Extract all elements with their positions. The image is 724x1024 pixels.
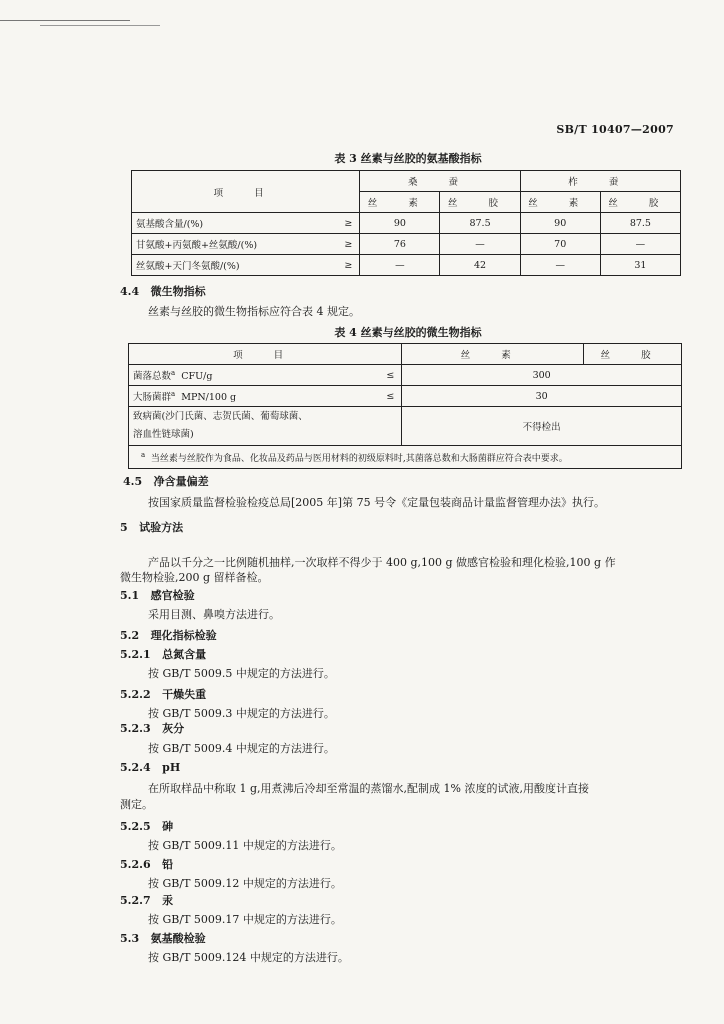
table-note: [129, 446, 682, 469]
label-text: 溶血性链球菌): [133, 429, 194, 440]
le-symbol: ≤: [379, 386, 402, 407]
section-title: 理化指标检验: [150, 629, 217, 642]
cell-value: 70: [520, 234, 600, 255]
section-number: 5.2.3: [120, 722, 151, 735]
row-label: 甘氨酸+丙氨酸+丝氨酸/(%): [132, 234, 338, 255]
cell-value: —: [520, 255, 600, 276]
section-5-2-1-heading: [120, 646, 206, 662]
section-number: 5.2.7: [120, 894, 151, 907]
cell-value: 76: [360, 234, 440, 255]
section-4-5-text: 按国家质量监督检验检疫总局[2005 年]第 75 号令《定量包装商品计量监督管理办法》执行。: [148, 496, 606, 509]
section-5-2-5-text: 按 GB/T 5009.11 中规定的方法进行。: [148, 839, 342, 852]
section-5-2-7-heading: [120, 892, 173, 908]
label-text: 致病菌(沙门氏菌、志贺氏菌、葡萄球菌、: [133, 411, 308, 422]
section-title: 感官检验: [150, 589, 195, 602]
section-title: 试验方法: [139, 521, 184, 534]
section-title: 砷: [162, 820, 174, 833]
section-title: 净含量偏差: [153, 475, 209, 488]
section-title: 微生物指标: [150, 285, 206, 298]
table3-item-header: 项 目: [132, 171, 360, 213]
section-title: 总氮含量: [162, 648, 207, 661]
table-row: [129, 365, 682, 386]
cell-value: 42: [440, 255, 520, 276]
table4: [128, 343, 682, 469]
table4-col1-header: 丝 素: [402, 344, 584, 365]
section-number: 4.4: [120, 285, 140, 298]
section-number: 4.5: [123, 475, 143, 488]
cell-value: 90: [360, 213, 440, 234]
section-number: 5: [120, 521, 128, 534]
label-text: 大肠菌群: [133, 392, 172, 403]
section-title: pH: [162, 761, 181, 774]
table3-group2-header: 柞 蚕: [520, 171, 680, 192]
table-note-row: [129, 446, 682, 469]
section-title: 铅: [162, 858, 174, 871]
table4-item-header: 项 目: [129, 344, 402, 365]
section-title: 灰分: [162, 722, 185, 735]
table3-subheader: 丝 胶: [440, 192, 520, 213]
section-5-2-4-text-line1: 在所取样品中称取 1 g,用煮沸后冷却至常温的蒸馏水,配制成 1% 浓度的试液,用酸度计直接: [148, 782, 589, 795]
scan-artifact-line: [0, 20, 130, 21]
footnote-mark: a: [141, 450, 146, 459]
section-title: 干燥失重: [162, 688, 207, 701]
section-number: 5.2.6: [120, 858, 151, 871]
note-text: 当丝素与丝胶作为食品、化妆品及药品与医用材料的初级原料时,其菌落总数和大肠菌群应符合表中要求。: [150, 453, 568, 464]
section-5-2-1-text: 按 GB/T 5009.5 中规定的方法进行。: [148, 667, 335, 680]
section-4-4-text: 丝素与丝胶的微生物指标应符合表 4 规定。: [148, 305, 360, 318]
ge-symbol: ≥: [337, 255, 360, 276]
section-5-2-7-text: 按 GB/T 5009.17 中规定的方法进行。: [148, 913, 342, 926]
table-row: [129, 386, 682, 407]
le-symbol: ≤: [379, 365, 402, 386]
table3-subheader: 丝 素: [520, 192, 600, 213]
table4-col2-header: 丝 胶: [584, 344, 682, 365]
cell-value: 31: [600, 255, 680, 276]
cell-value: 90: [520, 213, 600, 234]
section-5-paragraph-line2: 微生物检验,200 g 留样备检。: [120, 571, 269, 584]
section-number: 5.2.4: [120, 761, 151, 774]
cell-value: —: [440, 234, 520, 255]
table-row: [132, 213, 681, 234]
section-5-2-6-text: 按 GB/T 5009.12 中规定的方法进行。: [148, 877, 342, 890]
section-5-paragraph-line1: 产品以千分之一比例随机抽样,一次取样不得少于 400 g,100 g 做感官检验和理化检验,100 g 作: [148, 556, 616, 569]
section-5-3-text: 按 GB/T 5009.124 中规定的方法进行。: [148, 951, 349, 964]
section-4-5-heading: [123, 473, 209, 489]
footnote-mark: a: [171, 389, 176, 398]
table3: [131, 170, 681, 276]
table-row: [132, 255, 681, 276]
section-4-4-heading: [120, 283, 206, 299]
scan-artifact-line: [40, 25, 160, 26]
table4-caption: 表 4 丝素与丝胶的微生物指标: [334, 326, 482, 339]
row-label: [129, 386, 380, 407]
section-number: 5.2: [120, 629, 140, 642]
section-5-1-text: 采用目测、鼻嗅方法进行。: [148, 608, 280, 621]
section-number: 5.2.1: [120, 648, 151, 661]
label-text: 菌落总数: [133, 371, 172, 382]
section-5-heading: [120, 519, 183, 535]
cell-value: 30: [402, 386, 682, 407]
section-5-2-3-text: 按 GB/T 5009.4 中规定的方法进行。: [148, 742, 335, 755]
table3-caption: 表 3 丝素与丝胶的氨基酸指标: [334, 152, 482, 165]
unit-text: CFU/g: [181, 371, 213, 382]
cell-value: 87.5: [600, 213, 680, 234]
section-title: 氨基酸检验: [150, 932, 206, 945]
table-row: [132, 234, 681, 255]
row-label: 氨基酸含量/(%): [132, 213, 338, 234]
section-number: 5.3: [120, 932, 140, 945]
table3-subheader: 丝 素: [360, 192, 440, 213]
cell-value: 300: [402, 365, 682, 386]
section-5-2-5-heading: [120, 818, 173, 834]
section-5-3-heading: [120, 930, 206, 946]
document-number: SB/T 10407—2007: [556, 123, 674, 136]
table-row: [129, 407, 682, 446]
section-5-2-2-text: 按 GB/T 5009.3 中规定的方法进行。: [148, 707, 335, 720]
table3-group1-header: 桑 蚕: [360, 171, 520, 192]
row-label: 丝氨酸+天门冬氨酸/(%): [132, 255, 338, 276]
table3-subheader: 丝 胶: [600, 192, 680, 213]
section-number: 5.2.5: [120, 820, 151, 833]
section-5-2-2-heading: [120, 686, 206, 702]
unit-text: MPN/100 g: [181, 392, 237, 403]
row-label: [129, 407, 402, 446]
row-label: [129, 365, 380, 386]
ge-symbol: ≥: [337, 234, 360, 255]
ge-symbol: ≥: [337, 213, 360, 234]
section-number: 5.1: [120, 589, 140, 602]
section-5-2-4-text-line2: 测定。: [120, 798, 153, 811]
section-title: 汞: [162, 894, 174, 907]
section-number: 5.2.2: [120, 688, 151, 701]
section-5-2-4-heading: [120, 761, 180, 774]
cell-value: —: [600, 234, 680, 255]
footnote-mark: a: [171, 368, 176, 377]
section-5-1-heading: [120, 587, 195, 603]
section-5-2-6-heading: [120, 856, 173, 872]
cell-value: 不得检出: [402, 407, 682, 446]
cell-value: 87.5: [440, 213, 520, 234]
section-5-2-3-heading: [120, 720, 184, 736]
cell-value: —: [360, 255, 440, 276]
section-5-2-heading: [120, 627, 217, 643]
